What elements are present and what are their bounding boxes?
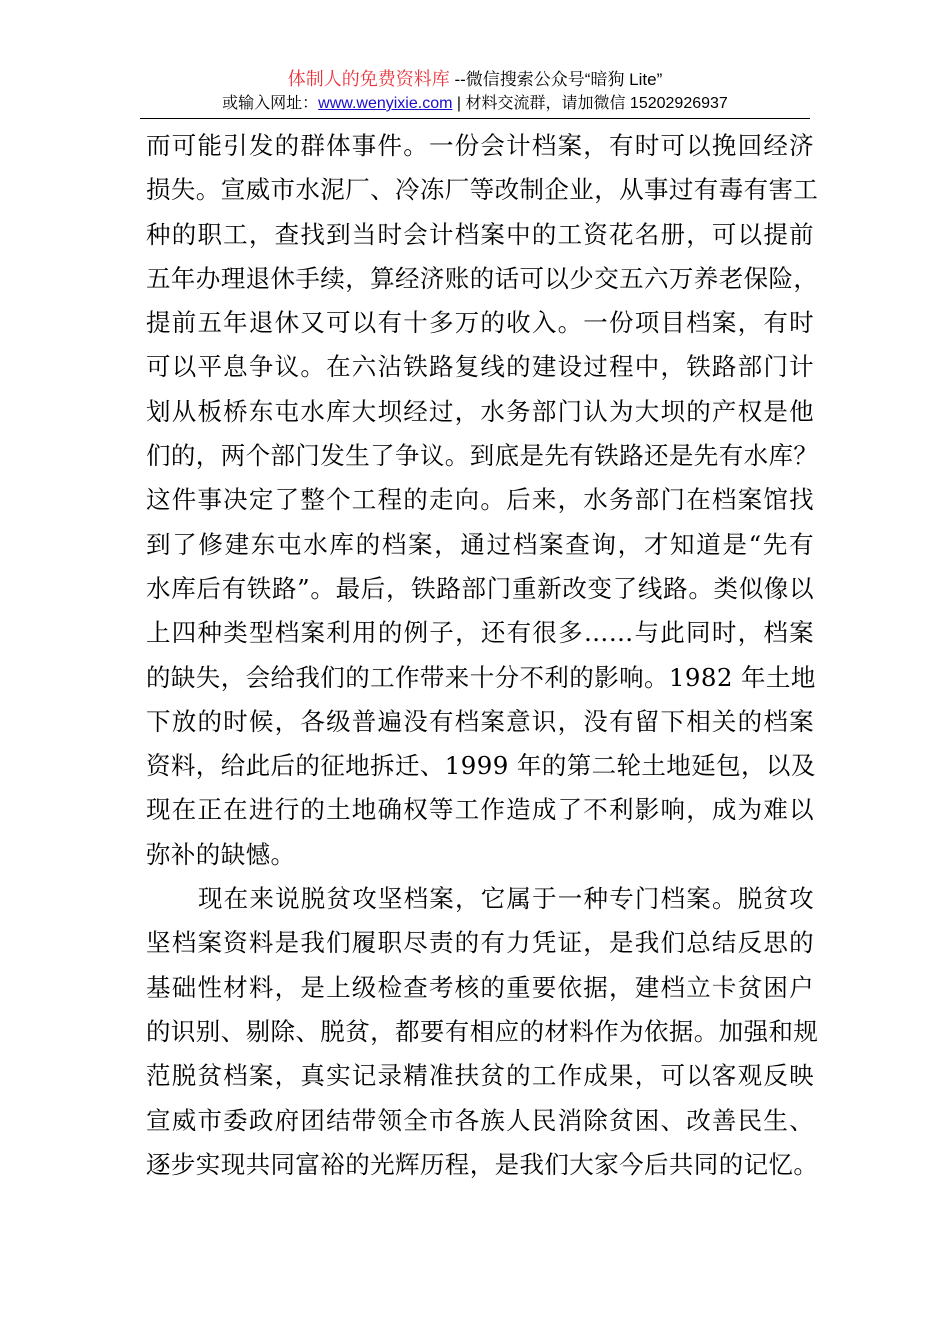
text-line: 损失。宣威市水泥厂、冷冻厂等改制企业，从事过有毒有害工 [146, 175, 819, 205]
text-line: 弥补的缺憾。 [146, 839, 296, 869]
brand-name: 体制人的免费资料库 [287, 69, 450, 89]
header-title-line [140, 68, 810, 90]
text-line: 现在来说脱贫攻坚档案，它属于一种专门档案。脱贫攻 [198, 884, 814, 914]
text-line: 的缺失，会给我们的工作带来十分不利的影响。1982 年土地 [146, 662, 816, 692]
document-body [146, 124, 819, 1187]
text-line: 逐步实现共同富裕的光辉历程，是我们大家今后共同的记忆。 [146, 1149, 819, 1179]
text-line: 基础性材料，是上级检查考核的重要依据，建档立卡贫困户 [146, 972, 814, 1002]
text-line: 划从板桥东屯水库大坝经过，水务部门认为大坝的产权是他 [146, 396, 814, 426]
header-divider [140, 118, 810, 119]
text-line: 可以平息争议。在六沾铁路复线的建设过程中，铁路部门计 [146, 352, 814, 382]
text-line: 种的职工，查找到当时会计档案中的工资花名册，可以提前 [146, 219, 814, 249]
website-link[interactable]: www.wenyixie.com [318, 95, 453, 112]
text-line: 水库后有铁路”。最后，铁路部门重新改变了线路。类似像以 [146, 573, 814, 603]
text-line: 到了修建东屯水库的档案，通过档案查询，才知道是“先有 [146, 529, 814, 559]
text-line: 下放的时候，各级普遍没有档案意识，没有留下相关的档案 [146, 706, 814, 736]
header-contact-line [140, 93, 810, 115]
header-tagline: --微信搜索公众号“暗狗 Lite” [449, 70, 663, 89]
text-line: 现在正在进行的土地确权等工作造成了不利影响，成为难以 [146, 795, 814, 825]
text-line: 们的，两个部门发生了争议。到底是先有铁路还是先有水库？ [146, 441, 819, 471]
text-line: 这件事决定了整个工程的走向。后来，水务部门在档案馆找 [146, 485, 814, 515]
text-line: 坚档案资料是我们履职尽责的有力凭证，是我们总结反思的 [146, 928, 814, 958]
text-line: 五年办理退休手续，算经济账的话可以少交五六万养老保险， [146, 263, 819, 293]
url-prefix: 或输入网址： [222, 95, 319, 112]
text-line: 而可能引发的群体事件。一份会计档案，有时可以挽回经济 [146, 131, 814, 160]
text-line: 范脱贫档案，真实记录精准扶贫的工作成果，可以客观反映 [146, 1061, 814, 1091]
text-line: 资料，给此后的征地拆迁、1999 年的第二轮土地延包，以及 [146, 751, 816, 781]
text-line: 提前五年退休又可以有十多万的收入。一份项目档案，有时 [146, 308, 814, 338]
text-line: 的识别、剔除、脱贫，都要有相应的材料作为依据。加强和规 [146, 1016, 819, 1046]
page-header [140, 68, 810, 115]
contact-info: | 材料交流群，请加微信 15202926937 [452, 95, 728, 112]
text-line: 宣威市委政府团结带领全市各族人民消除贫困、改善民生、 [146, 1105, 814, 1135]
text-line: 上四种类型档案利用的例子，还有很多……与此同时，档案 [146, 618, 814, 648]
